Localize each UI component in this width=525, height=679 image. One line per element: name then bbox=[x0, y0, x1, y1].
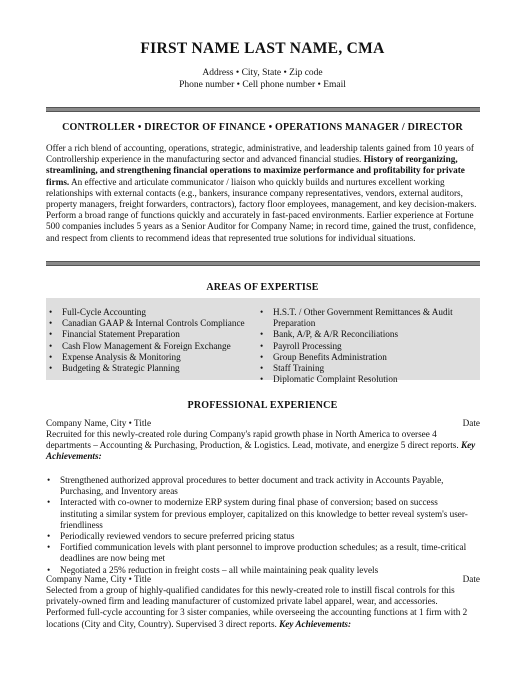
expertise-item: • Financial Statement Preparation bbox=[48, 329, 258, 340]
contact-phone-email: Phone number • Cell phone number • Email bbox=[179, 79, 346, 90]
job-date: Date bbox=[462, 418, 480, 428]
job-header bbox=[46, 574, 480, 585]
experience-heading: PROFESSIONAL EXPERIENCE bbox=[187, 400, 338, 411]
expertise-heading: AREAS OF EXPERTISE bbox=[206, 282, 319, 293]
job-description-text: Selected from a group of highly-qualified candidates for this newly-created role to instill fiscal controls for this privately-owned firm and leading manufacturer of customized private label apparel, wear, and accessories. Performed full-cycle accounting for 3 sister companies, while overseeing the accounting functions at 1 firm with 2 locations (City and City, Country). Supervised 3 direct reports. bbox=[46, 585, 468, 629]
resume-header bbox=[0, 40, 525, 91]
achievement-item: • Interacted with co-owner to modernize ERP system during final phase of conversion; based on success instituting a similar system for previous employer, capitalized on this knowledge to better reveal system's user-friendliness bbox=[46, 497, 476, 531]
contact-address: Address • City, State • Zip code bbox=[202, 68, 323, 78]
summary-intro: Offer a rich blend of accounting, operations, strategic, administrative, and leadership talents gained from 10 years of Controllership experience in the manufacturing sector and advanced financial studies. bbox=[46, 143, 474, 165]
expertise-box bbox=[46, 298, 480, 385]
professional-summary bbox=[46, 143, 482, 244]
job-title: Company Name, City • Title bbox=[46, 574, 152, 584]
job-header bbox=[46, 418, 480, 429]
expertise-item: • Budgeting & Strategic Planning bbox=[48, 363, 258, 374]
expertise-item: • Cash Flow Management & Foreign Exchange bbox=[48, 341, 258, 352]
expertise-item: • Bank, A/P, & A/R Reconciliations bbox=[259, 329, 474, 340]
candidate-name: FIRST NAME LAST NAME, CMA bbox=[140, 40, 385, 57]
achievement-item: • Fortified communication levels with plant personnel to improve production schedules; as a result, time-critical deadlines are now being met bbox=[46, 542, 476, 564]
expertise-item: • Group Benefits Administration bbox=[259, 352, 474, 363]
expertise-item: • Full-Cycle Accounting bbox=[48, 307, 258, 318]
achievement-item: • Strengthened authorized approval procedures to better document and track activity in Accounts Payable, Purchasing, and Inventory areas bbox=[46, 475, 476, 497]
summary-body: An effective and articulate communicator / liaison who quickly builds and nurtures excellent working relationships with external contacts (e.g., bankers, insurance company representatives, vendors, external auditors, property managers, freight forwarders, contractors), factory floor employees, management, and key decision-makers. Perform a broad range of functions quickly and accurately in fast-paced environments. Earlier experience at Fortune 500 companies includes 5 years as a Senior Auditor for Company Name; in record time, gained the trust, confidence, and respect from clients to recommend ideas that represented true solutions for individual situations. bbox=[46, 176, 477, 243]
expertise-item: • Canadian GAAP & Internal Controls Compliance bbox=[48, 318, 258, 329]
job-title: Company Name, City • Title bbox=[46, 418, 152, 428]
job-description-text: Recruited for this newly-created role during Company's rapid growth phase in North America to oversee 4 departments – Accounting & Purchasing, Production, & Logistics. Lead, motivate, and energize 5 direct reports. bbox=[46, 429, 461, 451]
expertise-item: • Staff Training bbox=[259, 363, 474, 374]
job-description: Selected from a group of highly-qualified candidates for this newly-created role to instill fiscal controls for this privately-owned firm and leading manufacturer of customized private label apparel, wear, and accessories. Performed full-cycle accounting for 3 sister companies, while overseeing the accounting functions at 1 firm with 2 locations (City and City, Country). Supervised 3 direct reports. Key Achievements: bbox=[46, 585, 468, 629]
achievement-item: • Negotiated a 25% reduction in freight costs – all while maintaining peak quality levels bbox=[46, 565, 476, 576]
job-date: Date bbox=[462, 574, 480, 584]
achievements-list bbox=[46, 475, 476, 576]
expertise-item: • Diplomatic Complaint Resolution bbox=[259, 374, 474, 385]
job-description: Recruited for this newly-created role during Company's rapid growth phase in North America to oversee 4 departments – Accounting & Purchasing, Production, & Logistics. Lead, motivate, and energize 5 direct reports. Key Achievements: bbox=[46, 429, 476, 462]
expertise-item: • Payroll Processing bbox=[259, 341, 474, 352]
expertise-item: • H.S.T. / Other Government Remittances & Audit Preparation bbox=[259, 307, 474, 329]
key-achievements-label: Key Achievements bbox=[279, 618, 348, 629]
summary-divider bbox=[46, 261, 480, 266]
key-achievements-label: Key Achievements bbox=[46, 440, 476, 462]
target-titles: CONTROLLER • DIRECTOR OF FINANCE • OPERATIONS MANAGER / DIRECTOR bbox=[62, 122, 463, 133]
expertise-right-column bbox=[259, 307, 474, 385]
header-divider bbox=[46, 107, 480, 112]
expertise-item: • Expense Analysis & Monitoring bbox=[48, 352, 258, 363]
achievement-item: • Periodically reviewed vendors to secure preferred pricing status bbox=[46, 531, 476, 542]
summary-highlight: History of reorganizing, streamlining, and strengthening financial operations to maximize performance and profitability for private firms. bbox=[46, 154, 465, 187]
expertise-left-column bbox=[48, 307, 258, 374]
